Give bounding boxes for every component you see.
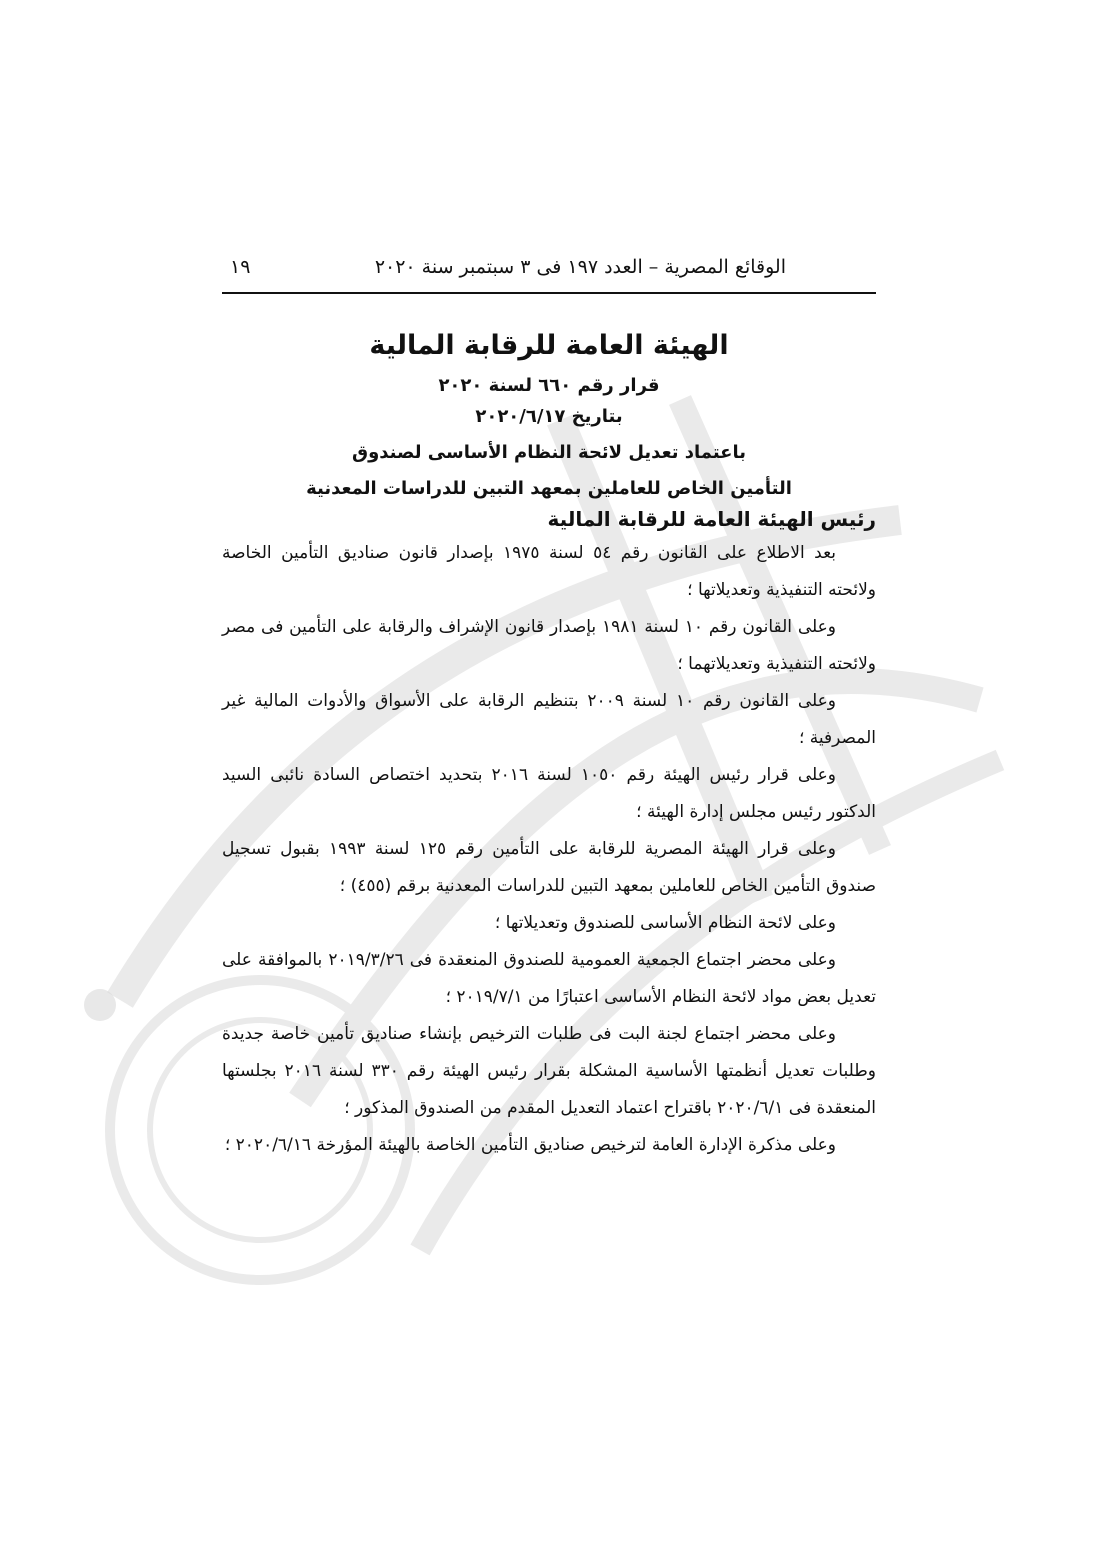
gazette-page (222, 250, 876, 1164)
page-header (222, 250, 876, 294)
preamble-paragraph: وعلى لائحة النظام الأساسى للصندوق وتعديلاتها ؛ (494, 913, 836, 933)
authority-title: الهيئة العامة للرقابة المالية (369, 330, 729, 361)
decree-subject-line-2: التأمين الخاص للعاملين بمعهد التبين للدراسات المعدنية (306, 478, 792, 499)
preamble-paragraph: وعلى قرار الهيئة المصرية للرقابة على التأمين رقم ١٢٥ لسنة ١٩٩٣ بقبول تسجيل صندوق التأمين الخاص للعاملين بمعهد التبين للدراسات المعدنية برقم (٤٥٥) ؛ (222, 839, 876, 896)
issuer-heading: رئيس الهيئة العامة للرقابة المالية (547, 507, 876, 531)
preamble-paragraph: بعد الاطلاع على القانون رقم ٥٤ لسنة ١٩٧٥ بإصدار قانون صناديق التأمين الخاصة ولائحته التنفيذية وتعديلاتها ؛ (222, 543, 876, 600)
preamble-paragraph: وعلى مذكرة الإدارة العامة لترخيص صناديق التأمين الخاصة بالهيئة المؤرخة ٢٠٢٠/٦/١٦ ؛ (224, 1135, 836, 1155)
decree-date: بتاريخ ٢٠٢٠/٦/١٧ (475, 406, 623, 427)
journal-issue-line: الوقائع المصرية – العدد ١٩٧ فى ٣ سبتمبر سنة ٢٠٢٠ (374, 256, 786, 278)
decree-number: قرار رقم ٦٦٠ لسنة ٢٠٢٠ (438, 375, 660, 396)
preamble-paragraph: وعلى قرار رئيس الهيئة رقم ١٠٥٠ لسنة ٢٠١٦ بتحديد اختصاص السادة نائبى السيد الدكتور رئيس مجلس إدارة الهيئة ؛ (222, 765, 876, 822)
decree-subject-line-1: باعتماد تعديل لائحة النظام الأساسى لصندوق (352, 442, 746, 463)
preamble-paragraph: وعلى محضر اجتماع الجمعية العمومية للصندوق المنعقدة فى ٢٠١٩/٣/٢٦ بالموافقة على تعديل بعض مواد لائحة النظام الأساسى اعتبارًا من ٢٠١٩/٧/١ ؛ (222, 950, 876, 1007)
preamble-body (222, 535, 876, 1164)
preamble-paragraph: وعلى القانون رقم ١٠ لسنة ١٩٨١ بإصدار قانون الإشراف والرقابة على التأمين فى مصر ولائحته التنفيذية وتعديلاتهما ؛ (222, 617, 876, 674)
preamble-paragraph: وعلى محضر اجتماع لجنة البت فى طلبات الترخيص بإنشاء صناديق تأمين خاصة جديدة وطلبات تعديل أنظمتها الأساسية المشكلة بقرار رئيس الهيئة رقم ٣٣٠ لسنة ٢٠١٦ بجلستها المنعقدة فى ٢٠٢٠/٦/١ باقتراح اعتماد التعديل المقدم من الصندوق المذكور ؛ (222, 1024, 876, 1118)
decree-subject (222, 435, 876, 507)
page-number: ١٩ (230, 256, 251, 278)
preamble-paragraph: وعلى القانون رقم ١٠ لسنة ٢٠٠٩ بتنظيم الرقابة على الأسواق والأدوات المالية غير المصرفية ؛ (222, 691, 876, 748)
